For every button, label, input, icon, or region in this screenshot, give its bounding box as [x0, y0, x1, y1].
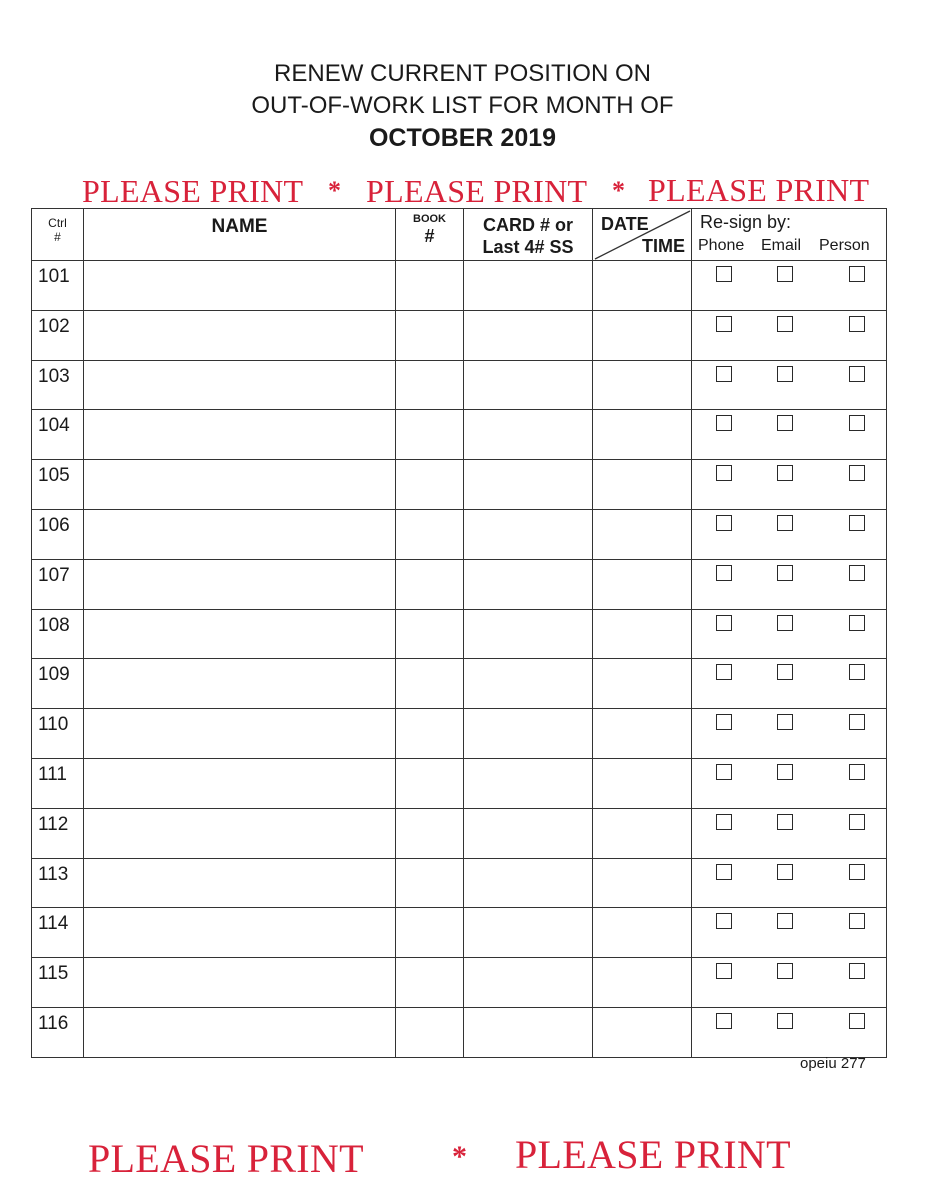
table-row	[32, 559, 887, 609]
please-print-banner-bottom-1: PLEASE PRINT	[88, 1136, 364, 1181]
name-cell[interactable]	[84, 460, 396, 510]
date-label: DATE	[601, 214, 649, 234]
phone-checkbox[interactable]	[716, 764, 732, 780]
date-time-cell[interactable]	[593, 609, 692, 659]
book-cell[interactable]	[396, 410, 464, 460]
email-checkbox[interactable]	[777, 913, 793, 929]
book-cell[interactable]	[396, 958, 464, 1008]
phone-checkbox[interactable]	[716, 1013, 732, 1029]
card-cell[interactable]	[464, 460, 593, 510]
ctrl-number: 102	[32, 310, 84, 360]
phone-checkbox[interactable]	[716, 913, 732, 929]
table-row	[32, 509, 887, 559]
book-cell[interactable]	[396, 1007, 464, 1057]
resign-cell	[692, 709, 887, 759]
card-cell[interactable]	[464, 958, 593, 1008]
table-row	[32, 1007, 887, 1057]
resign-cell	[692, 908, 887, 958]
email-checkbox[interactable]	[777, 465, 793, 481]
person-checkbox[interactable]	[849, 764, 865, 780]
email-checkbox[interactable]	[777, 664, 793, 680]
email-checkbox[interactable]	[777, 963, 793, 979]
table-row	[32, 609, 887, 659]
name-cell[interactable]	[84, 1007, 396, 1057]
form-title-line-1: RENEW CURRENT POSITION ON	[274, 60, 651, 87]
table-row	[32, 261, 887, 311]
person-checkbox[interactable]	[849, 615, 865, 631]
resign-cell	[692, 509, 887, 559]
date-time-cell[interactable]	[593, 758, 692, 808]
card-cell[interactable]	[464, 858, 593, 908]
book-cell[interactable]	[396, 609, 464, 659]
resign-cell	[692, 410, 887, 460]
date-time-cell[interactable]	[593, 460, 692, 510]
please-print-banner-bottom-2: PLEASE PRINT	[515, 1132, 791, 1177]
time-label: TIME	[642, 236, 685, 256]
date-time-cell[interactable]	[593, 908, 692, 958]
table-row	[32, 908, 887, 958]
resign-option-person: Person	[819, 237, 870, 254]
phone-checkbox[interactable]	[716, 664, 732, 680]
person-checkbox[interactable]	[849, 565, 865, 581]
table-row	[32, 659, 887, 709]
column-header-ctrl	[32, 209, 84, 261]
date-time-cell[interactable]	[593, 1007, 692, 1057]
resign-cell	[692, 858, 887, 908]
person-checkbox[interactable]	[849, 366, 865, 382]
name-cell[interactable]	[84, 709, 396, 759]
date-time-cell[interactable]	[593, 310, 692, 360]
resign-cell	[692, 609, 887, 659]
resign-cell	[692, 460, 887, 510]
card-cell[interactable]	[464, 360, 593, 410]
person-checkbox[interactable]	[849, 664, 865, 680]
name-cell[interactable]	[84, 758, 396, 808]
card-cell[interactable]	[464, 808, 593, 858]
book-label: BOOK	[413, 213, 446, 225]
name-cell[interactable]	[84, 559, 396, 609]
card-cell[interactable]	[464, 310, 593, 360]
resign-cell	[692, 310, 887, 360]
person-checkbox[interactable]	[849, 316, 865, 332]
table-row	[32, 858, 887, 908]
union-code: opeiu 277	[800, 1055, 866, 1072]
card-cell[interactable]	[464, 609, 593, 659]
book-hash: #	[424, 226, 435, 246]
email-checkbox[interactable]	[777, 515, 793, 531]
phone-checkbox[interactable]	[716, 515, 732, 531]
email-checkbox[interactable]	[777, 864, 793, 880]
phone-checkbox[interactable]	[716, 465, 732, 481]
ctrl-number: 107	[32, 559, 84, 609]
person-checkbox[interactable]	[849, 814, 865, 830]
card-cell[interactable]	[464, 1007, 593, 1057]
resign-cell	[692, 958, 887, 1008]
ctrl-number: 101	[32, 261, 84, 311]
card-cell[interactable]	[464, 908, 593, 958]
book-cell[interactable]	[396, 460, 464, 510]
date-time-cell[interactable]	[593, 559, 692, 609]
name-cell[interactable]	[84, 659, 396, 709]
resign-cell	[692, 758, 887, 808]
card-cell[interactable]	[464, 559, 593, 609]
card-cell[interactable]	[464, 758, 593, 808]
resign-cell	[692, 261, 887, 311]
name-cell[interactable]	[84, 310, 396, 360]
email-checkbox[interactable]	[777, 415, 793, 431]
card-label-line-1: CARD # or	[482, 215, 573, 235]
email-checkbox[interactable]	[777, 1013, 793, 1029]
table-row	[32, 709, 887, 759]
please-print-banner-3: PLEASE PRINT	[648, 172, 870, 208]
date-time-cell[interactable]	[593, 509, 692, 559]
ctrl-number: 113	[32, 858, 84, 908]
phone-checkbox[interactable]	[716, 366, 732, 382]
resign-title: Re-sign by:	[700, 212, 792, 232]
ctrl-number: 110	[32, 709, 84, 759]
book-cell[interactable]	[396, 908, 464, 958]
person-checkbox[interactable]	[849, 963, 865, 979]
ctrl-label: Ctrl	[48, 216, 67, 230]
person-checkbox[interactable]	[849, 714, 865, 730]
date-time-cell[interactable]	[593, 659, 692, 709]
email-checkbox[interactable]	[777, 615, 793, 631]
book-cell[interactable]	[396, 709, 464, 759]
ctrl-number: 103	[32, 360, 84, 410]
resign-cell	[692, 659, 887, 709]
ctrl-number: 112	[32, 808, 84, 858]
date-time-cell[interactable]	[593, 360, 692, 410]
email-checkbox[interactable]	[777, 764, 793, 780]
phone-checkbox[interactable]	[716, 814, 732, 830]
card-cell[interactable]	[464, 509, 593, 559]
column-header-resign	[692, 209, 887, 261]
phone-checkbox[interactable]	[716, 714, 732, 730]
person-checkbox[interactable]	[849, 913, 865, 929]
form-title-line-2: OUT-OF-WORK LIST FOR MONTH OF	[251, 92, 674, 119]
book-cell[interactable]	[396, 509, 464, 559]
name-cell[interactable]	[84, 360, 396, 410]
person-checkbox[interactable]	[849, 415, 865, 431]
name-cell[interactable]	[84, 958, 396, 1008]
date-time-cell[interactable]	[593, 709, 692, 759]
table-row	[32, 958, 887, 1008]
book-cell[interactable]	[396, 261, 464, 311]
please-print-banner-2: PLEASE PRINT	[366, 173, 588, 209]
resign-cell	[692, 559, 887, 609]
banner-separator-star: *	[452, 1140, 467, 1173]
name-cell[interactable]	[84, 908, 396, 958]
card-cell[interactable]	[464, 410, 593, 460]
phone-checkbox[interactable]	[716, 615, 732, 631]
email-checkbox[interactable]	[777, 316, 793, 332]
book-cell[interactable]	[396, 858, 464, 908]
table-row	[32, 410, 887, 460]
book-cell[interactable]	[396, 559, 464, 609]
form-month: OCTOBER 2019	[368, 124, 557, 152]
table-row	[32, 310, 887, 360]
resign-cell	[692, 1007, 887, 1057]
resign-cell	[692, 360, 887, 410]
resign-cell	[692, 808, 887, 858]
person-checkbox[interactable]	[849, 864, 865, 880]
ctrl-number: 114	[32, 908, 84, 958]
table-header-row	[32, 209, 887, 261]
ctrl-number: 109	[32, 659, 84, 709]
person-checkbox[interactable]	[849, 1013, 865, 1029]
name-cell[interactable]	[84, 261, 396, 311]
table-row	[32, 808, 887, 858]
book-cell[interactable]	[396, 360, 464, 410]
phone-checkbox[interactable]	[716, 316, 732, 332]
table-row	[32, 360, 887, 410]
date-time-cell[interactable]	[593, 958, 692, 1008]
name-cell[interactable]	[84, 858, 396, 908]
date-time-cell[interactable]	[593, 858, 692, 908]
sign-in-table	[31, 208, 887, 1058]
column-header-book	[396, 209, 464, 261]
email-checkbox[interactable]	[777, 814, 793, 830]
name-cell[interactable]	[84, 609, 396, 659]
table-row	[32, 460, 887, 510]
table-row	[32, 758, 887, 808]
person-checkbox[interactable]	[849, 465, 865, 481]
book-cell[interactable]	[396, 310, 464, 360]
phone-checkbox[interactable]	[716, 565, 732, 581]
card-label-line-2: Last 4# SS	[482, 237, 574, 257]
ctrl-number: 111	[32, 758, 84, 808]
date-time-cell[interactable]	[593, 410, 692, 460]
book-cell[interactable]	[396, 808, 464, 858]
email-checkbox[interactable]	[777, 565, 793, 581]
column-header-name: NAME	[84, 209, 396, 261]
name-cell[interactable]	[84, 808, 396, 858]
card-cell[interactable]	[464, 659, 593, 709]
phone-checkbox[interactable]	[716, 266, 732, 282]
date-time-cell[interactable]	[593, 261, 692, 311]
card-cell[interactable]	[464, 709, 593, 759]
book-cell[interactable]	[396, 758, 464, 808]
banner-separator-star: *	[328, 176, 341, 205]
person-checkbox[interactable]	[849, 515, 865, 531]
column-header-date-time	[593, 209, 692, 261]
phone-checkbox[interactable]	[716, 864, 732, 880]
ctrl-number: 104	[32, 410, 84, 460]
ctrl-number: 116	[32, 1007, 84, 1057]
please-print-banner-1: PLEASE PRINT	[82, 173, 304, 209]
ctrl-hash: #	[54, 230, 61, 244]
phone-checkbox[interactable]	[716, 415, 732, 431]
date-time-cell[interactable]	[593, 808, 692, 858]
ctrl-number: 106	[32, 509, 84, 559]
email-checkbox[interactable]	[777, 714, 793, 730]
email-checkbox[interactable]	[777, 366, 793, 382]
ctrl-number: 105	[32, 460, 84, 510]
person-checkbox[interactable]	[849, 266, 865, 282]
banner-separator-star: *	[612, 176, 625, 205]
column-header-card	[464, 209, 593, 261]
resign-option-phone: Phone	[698, 237, 745, 254]
name-cell[interactable]	[84, 410, 396, 460]
email-checkbox[interactable]	[777, 266, 793, 282]
phone-checkbox[interactable]	[716, 963, 732, 979]
name-cell[interactable]	[84, 509, 396, 559]
ctrl-number: 115	[32, 958, 84, 1008]
book-cell[interactable]	[396, 659, 464, 709]
ctrl-number: 108	[32, 609, 84, 659]
resign-option-email: Email	[761, 237, 802, 254]
card-cell[interactable]	[464, 261, 593, 311]
